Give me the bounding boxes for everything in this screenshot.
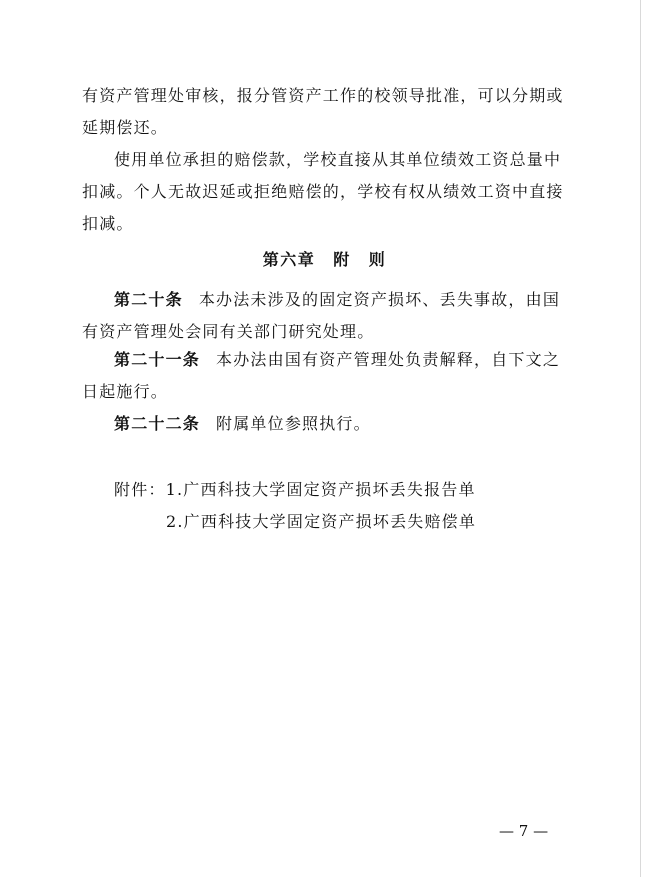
chapter-heading [0, 250, 649, 270]
chapter-title-char-2: 则 [368, 250, 387, 269]
page-edge [640, 0, 641, 877]
body-line-1: 有资产管理处审核，报分管资产工作的校领导批准，可以分期或 [82, 86, 564, 105]
article-22-number: 第二十二条 [114, 414, 201, 433]
article-22-text: 附属单位参照执行。 [216, 414, 371, 433]
body-line-2: 延期偿还。 [82, 118, 169, 137]
chapter-title-char-1: 附 [333, 250, 351, 269]
article-20 [114, 290, 572, 310]
body-line-3: 使用单位承担的赔偿款，学校直接从其单位绩效工资总量中 [114, 150, 562, 169]
article-21-number: 第二十一条 [114, 350, 201, 369]
article-21 [114, 350, 572, 370]
body-line-5: 扣减。 [82, 214, 134, 233]
article-20-text-1: 本办法未涉及的固定资产损坏、丢失事故，由国 [198, 290, 561, 309]
article-20-number: 第二十条 [114, 290, 183, 309]
chapter-number: 第六章 [262, 250, 316, 269]
attachment-item-2: 2.广西科技大学固定资产损坏丢失赔偿单 [166, 512, 477, 531]
page-number: — 7 — [499, 822, 549, 840]
article-22 [114, 414, 572, 434]
body-line-4: 扣减。个人无故迟延或拒绝赔偿的，学校有权从绩效工资中直接 [82, 182, 564, 201]
article-21-continued: 日起施行。 [82, 382, 169, 401]
attachment-item-1: 1.广西科技大学固定资产损坏丢失报告单 [165, 480, 476, 499]
article-20-continued: 有资产管理处会同有关部门研究处理。 [82, 322, 375, 341]
attachments-label: 附件： [114, 480, 166, 499]
article-21-text-1: 本办法由国有资产管理处负责解释，自下文之 [216, 350, 561, 369]
attachment-1 [114, 480, 476, 500]
